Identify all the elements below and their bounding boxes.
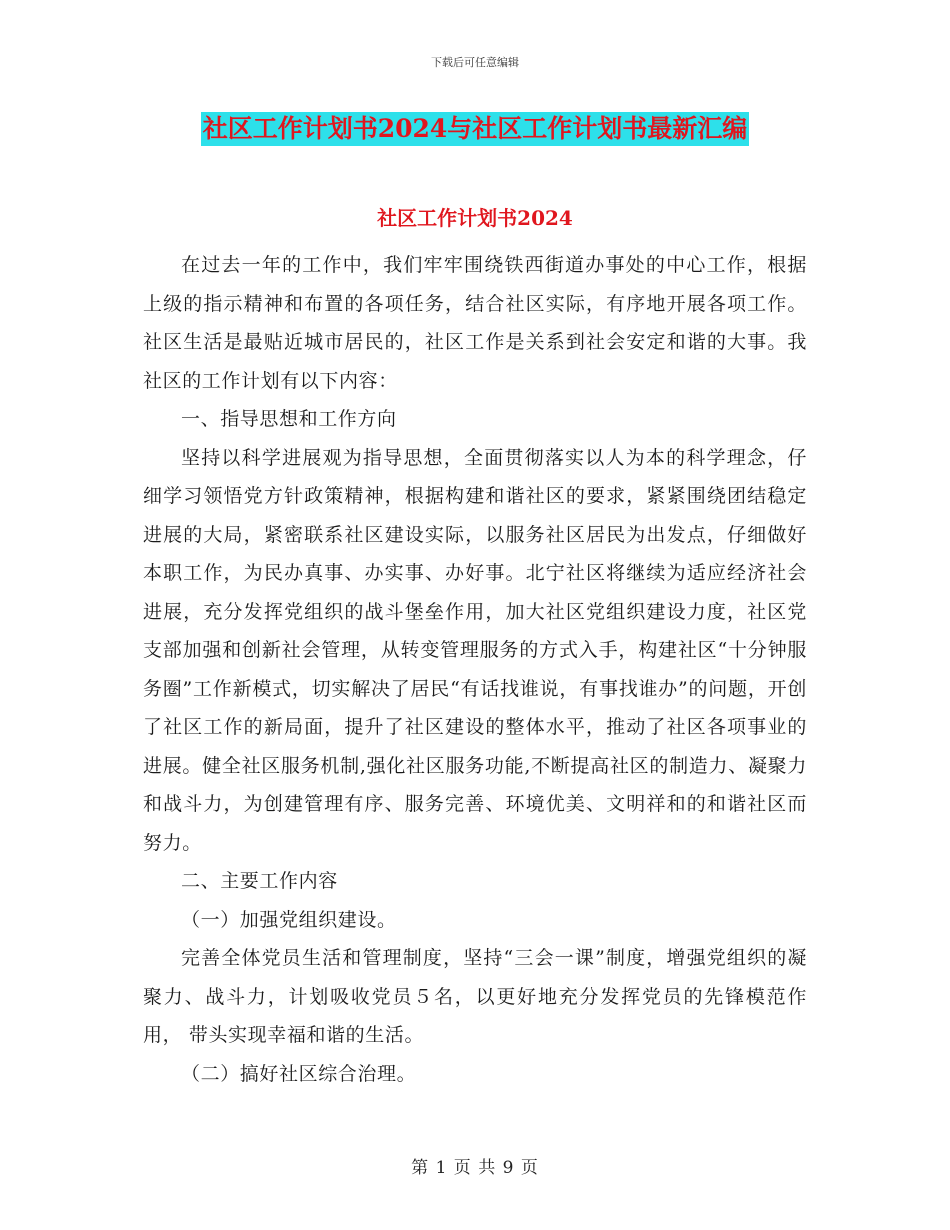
paragraph-party-building: 完善全体党员生活和管理制度，坚持“三会一课”制度，增强党组织的凝聚力、战斗力，计划吸收党员５名，以更好地充分发挥党员的先锋模范作用， 带头实现幸福和谐的生活。 <box>143 947 807 1046</box>
paragraph-intro: 在过去一年的工作中，我们牢牢围绕铁西街道办事处的中心工作，根据上级的指示精神和布置的各项任务，结合社区实际，有序地开展各项工作。社区生活是最贴近城市居民的，社区工作是关系到社会安定和谐的大事。我社区的工作计划有以下内容： <box>143 254 807 392</box>
heading-guiding-ideology: 一、指导思想和工作方向 <box>181 408 397 430</box>
section-title: 社区工作计划书2024 <box>377 206 573 230</box>
page-footer: 第 1 页 共 9 页 <box>411 1158 539 1178</box>
main-title: 社区工作计划书2024与社区工作计划书最新汇编 <box>201 112 750 146</box>
heading-main-work: 二、主要工作内容 <box>181 870 338 892</box>
paragraph-guiding-ideology: 坚持以科学进展观为指导思想，全面贯彻落实以人为本的科学理念，仔细学习领悟党方针政策精神，根据构建和谐社区的要求，紧紧围绕团结稳定进展的大局，紧密联系社区建设实际，以服务社区居民为出发点，仔细做好本职工作，为民办真事、办实事、办好事。北宁社区将继续为适应经济社会进展，充分发挥党组织的战斗堡垒作用，加大社区党组织建设力度，社区党支部加强和创新社会管理，从转变管理服务的方式入手，构建社区“十分钟服务圈”工作新模式，切实解决了居民“有话找谁说，有事找谁办”的问题，开创了社区工作的新局面，提升了社区建设的整体水平，推动了社区各项事业的进展。健全社区服务机制,强化社区服务功能,不断提高社区的制造力、凝聚力和战斗力，为创建管理有序、服务完善、环境优美、文明祥和的和谐社区而努力。 <box>143 446 807 854</box>
main-title-wrap <box>0 112 950 146</box>
header-note: 下载后可任意编辑 <box>431 56 519 69</box>
body-content <box>143 246 807 1093</box>
subheading-comprehensive-governance: （二）搞好社区综合治理。 <box>181 1062 417 1085</box>
subheading-party-building: （一）加强党组织建设。 <box>181 908 397 931</box>
